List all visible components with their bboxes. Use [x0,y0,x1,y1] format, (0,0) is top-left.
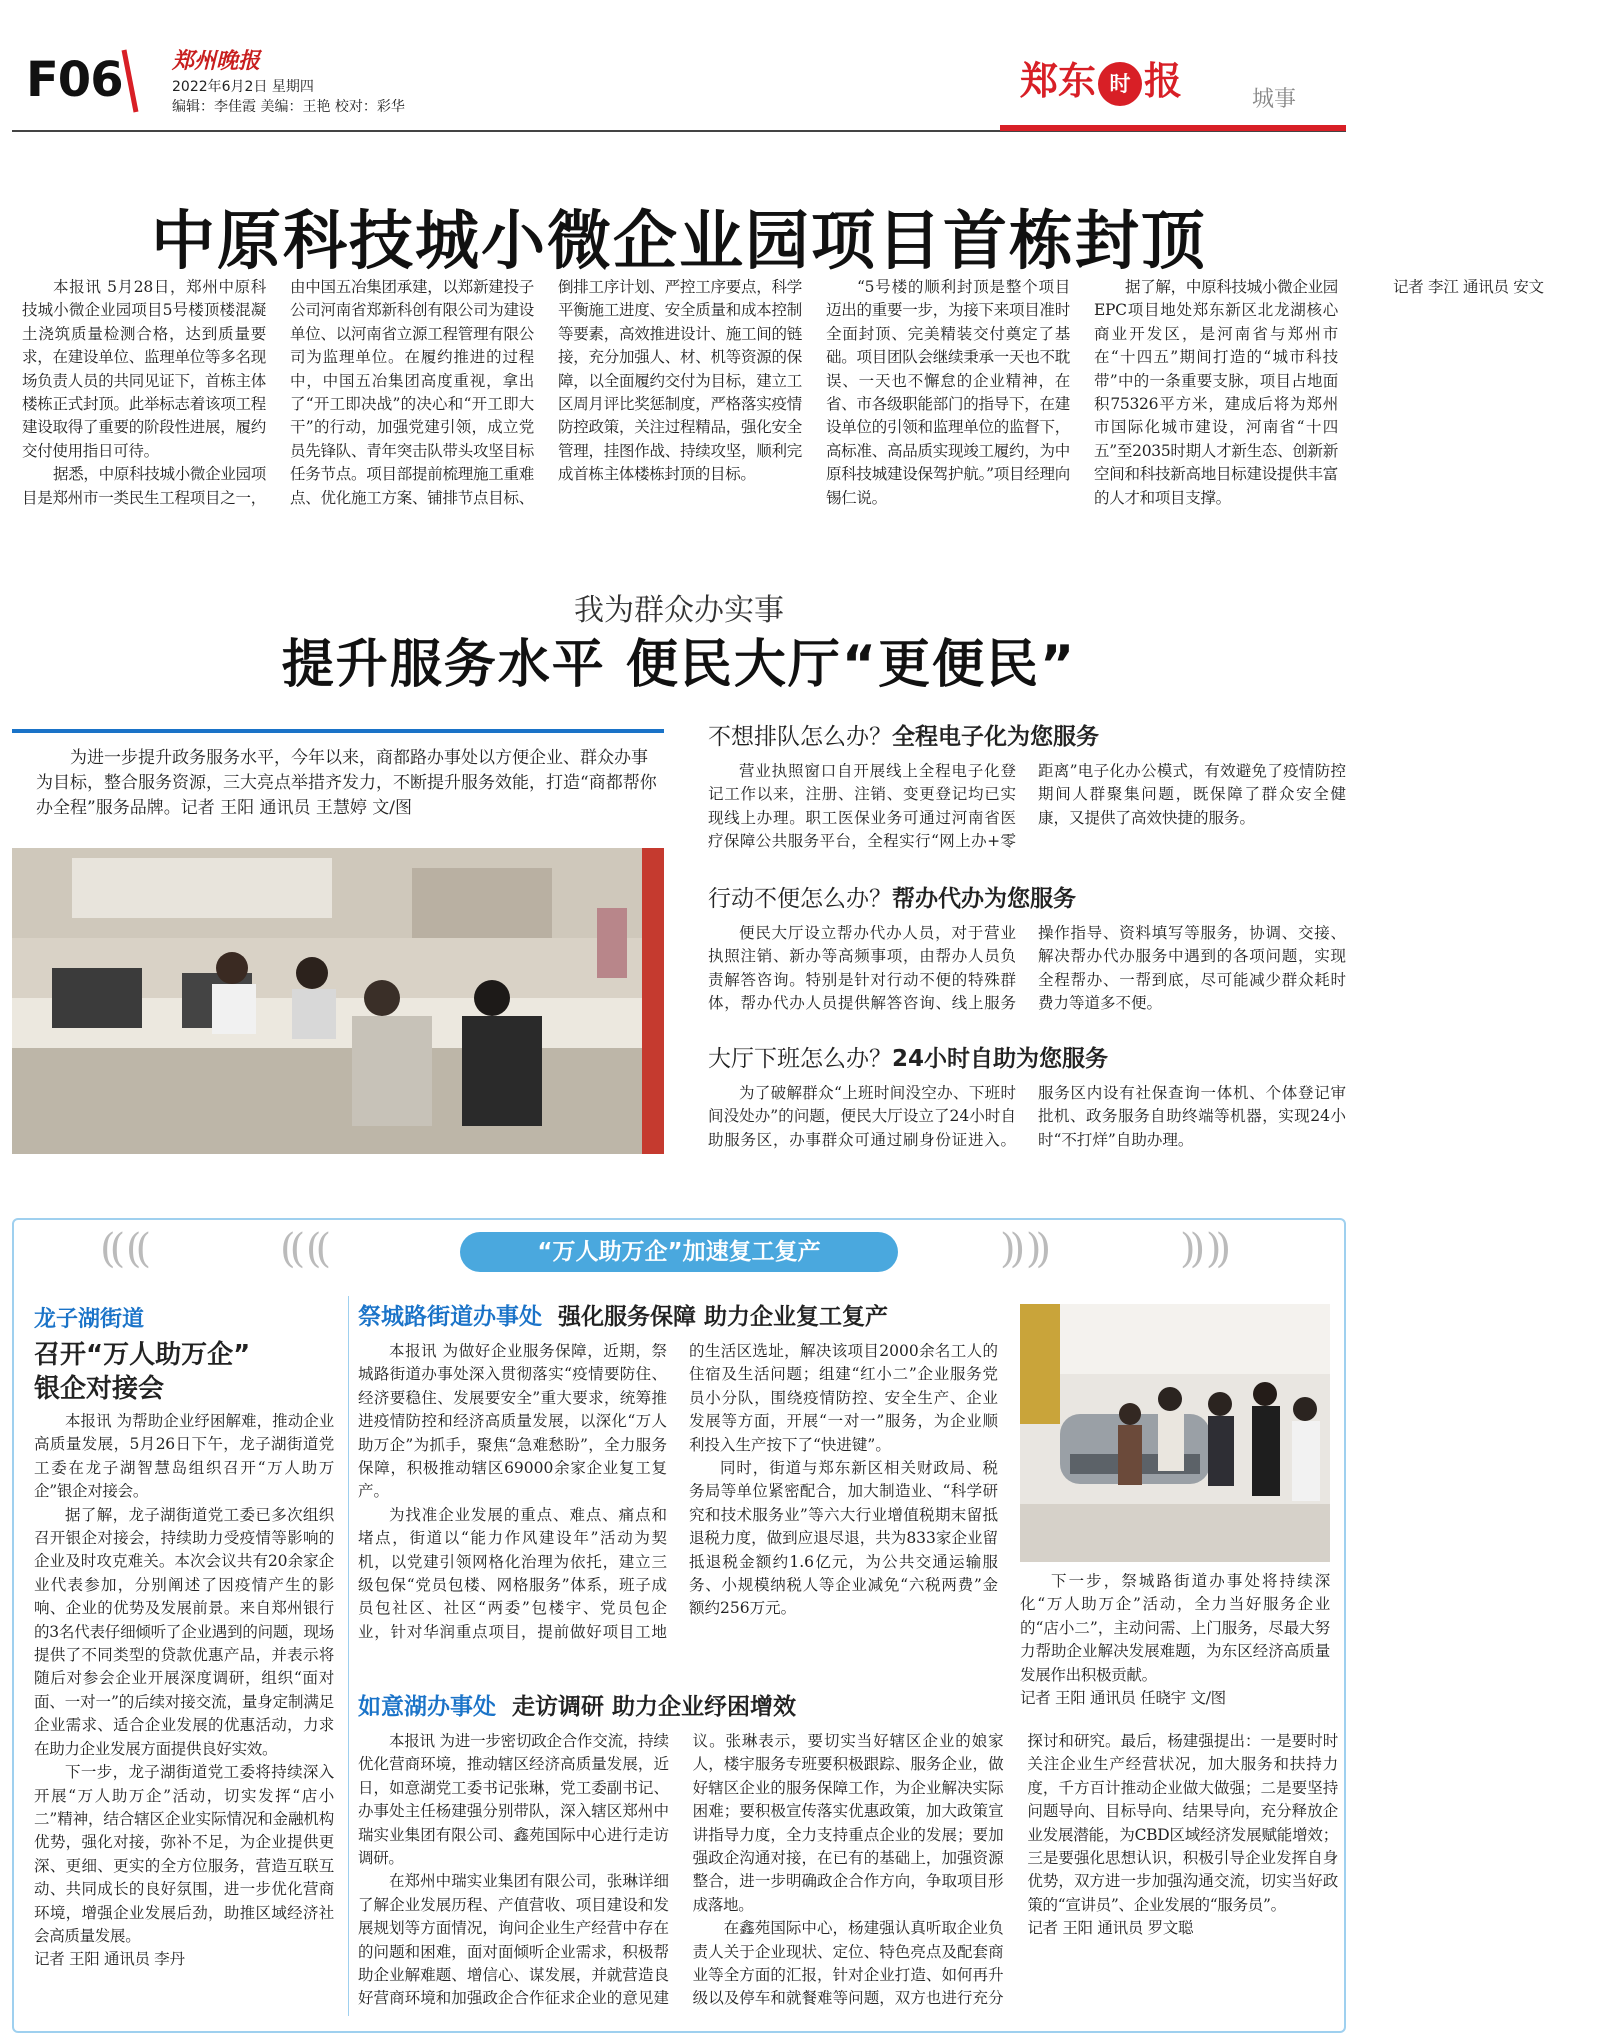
section-paragraph: 便民大厅设立帮办代办人员，对于营业执照注销、新办等高频事项，由帮办人员负责解答咨询。特别是针对行动不便的特殊群体，帮办代办人员提供解答咨询、线上服务操作指导、资料填写等服务，协调、交接、解决帮办代办服务中遇到的各项问题，实现全程帮办、一帮到底，尽可能减少群众耗时费力等道多不便。 [708,924,1346,1013]
section-brand [1020,50,1182,106]
longzi-paragraph: 本报讯 为帮助企业纾困解难，推动企业高质量发展，5月26日下午，龙子湖街道党工委在龙子湖智慧岛组织召开“万人助万企”银企对接会。 [34,1412,334,1501]
article1-paragraph: 据悉，中原科技城小微企业园项目是郑州市一类民生工程项目之一，由中国五冶集团承建，以郑新建投子公司河南省郑新科创有限公司为建设单位、以河南省立源工程管理有限公司为监理单位。在履约推进的过程中，中国五冶集团高度重视，拿出了“开工即决战”的决心和“开工即大干”的行动，加强党建引领，成立党员先锋队、青年突击队带头攻坚目标任务节点。项目部提前梳理施工重难点、优化施工方案、铺排节点目标、倒排工序计划、严控工序要点，科学平衡施工进度、安全质量和成本控制等要素，高效推进设计、施工间的链接，充分加强人、材、机等资源的保障，以全面履约交付为目标，建立工区周月评比奖惩制度，严格落实疫情防控政策，关注过程精品，强化安全管理，挂图作战、持续攻坚，顺利完成首栋主体楼栋封顶的目标。 [22,278,802,507]
jicheng-headline: 强化服务保障 助力企业复工复产 [558,1304,889,1330]
ruyi-body [358,1730,1338,2020]
subhead-a: 全程电子化为您服务 [892,724,1099,750]
article2-lead-bar [12,729,664,733]
section-name: 城事 [1252,87,1297,112]
article1-byline: 记者 李江 通讯员 安文 [1393,278,1544,296]
box-title: “万人助万企”加速复工复产 [460,1232,898,1272]
service-hall-photo [12,848,664,1154]
section-text-queue [708,760,1346,860]
quote-deco-icon: )) )) [1000,1226,1046,1272]
section-text-afterhours [708,1082,1346,1162]
section-paragraph: 为了破解群众“上班时间没空办、下班时间没处办”的问题，便民大厅设立了24小时自助服务区，办事群众可通过刷身份证进入。服务区内设有社保查询一体机、个体登记审批机、政务服务自助终端等机器，实现24小时“不打烊”自助办理。 [708,1084,1346,1149]
subhead-afterhours [708,1040,1108,1073]
subhead-q: 行动不便怎么办？ [708,886,892,912]
longzi-paragraph: 据了解，龙子湖街道党工委已多次组织召开银企对接会，持续助力受疫情等影响的企业及时攻克难关。本次会议共有20余家企业代表参加，分别阐述了因疫情产生的影响、企业的优势及发展前景。来自郑州银行的3名代表仔细倾听了企业遇到的问题，现场提供了不同类型的贷款优惠产品，并表示将随后对参会企业开展深度调研，组织“面对面、一对一”的后续对接交流，量身定制满足企业需求、适合企业发展的优惠活动，力求在助力企业发展方面提供良好实效。 [34,1505,334,1758]
slash-divider-icon [122,48,138,114]
quote-deco-icon: (( (( [100,1226,146,1272]
subhead-mobility [708,880,1076,913]
jicheng-body [358,1340,998,1656]
editor-credits: 编辑：李佳霞 美编：王艳 校对：彩华 [172,99,405,115]
jicheng-paragraph: 本报讯 为做好企业服务保障，近期，祭城路街道办事处深入贯彻落实“疫情要防住、经济要稳住、发展要安全”重大要求，统筹推进疫情防控和经济高质量发展，以深化“万人助万企”为抓手，聚焦“急难愁盼”，全力服务保障，积极推动辖区69000余家企业复工复产。 [358,1342,667,1501]
ruyi-byline: 记者 王阳 通讯员 罗文聪 [1027,1919,1194,1938]
ruyi-paragraph: 在鑫苑国际中心，杨建强认真听取企业负责人关于企业现状、定位、特色亮点及配套商业等全方面的汇报，针对企业打造、如何再升级以及停车和就餐难等问题，双方也进行充分探讨和研究。最后，杨建强提出：一是要时时关注企业生产经营状况，加大服务和扶持力度，千方百计推动企业做大做强；二是要坚持问题导向、目标导向、结果导向，充分释放企业发展潜能，为CBD区域经济发展赋能增效；三是要强化思想认识，积极引导企业发挥自身优势，双方进一步加强沟通交流，切实当好政策的“宣讲员”、企业发展的“服务员”。 [692,1732,1338,2008]
brand-right: 报 [1144,59,1183,103]
issue-date: 2022年6月2日 星期四 [172,79,314,95]
article2-lead [36,746,664,821]
ruyi-headline: 走访调研 助力企业纾困增效 [512,1694,797,1720]
article1-paragraph: 本报讯 5月28日，郑州中原科技城小微企业园项目5号楼顶楼混凝土浇筑质量检测合格，达到质量要求，在建设单位、监理单位等多名现场负责人员的共同见证下，首栋主体楼栋正式封顶。此举标志着该项工程建设取得了重要的阶段性进展，履约交付使用指日可待。 [22,278,266,460]
jicheng-paragraph: 下一步，祭城路街道办事处将持续深化“万人助万企”活动，全力当好服务企业的“店小二”，主动问需、上门服务，尽最大努力帮助企业解决发展难题，为东区经济高质量发展作出积极贡献。 [1020,1572,1330,1684]
longzi-headline-1: 召开“万人助万企” [34,1340,251,1370]
section-paragraph: 营业执照窗口自开展线上全程电子化登记工作以来，注册、注销、变更登记均已实现线上办理。职工医保业务可通过河南省医疗保障公共服务平台，全程实行“网上办+零距离”电子化办公模式，有效避免了疫情防控期间人群聚集问题，既保障了群众安全健康，又提供了高效快捷的服务。 [708,762,1346,851]
ruyi-label: 如意湖办事处 [358,1694,496,1720]
subhead-a: 24小时自助为您服务 [892,1046,1109,1072]
jicheng-heading [358,1298,888,1331]
jicheng-byline: 记者 王阳 通讯员 任晓宇 文/图 [1020,1689,1226,1708]
jicheng-body-continued [1020,1570,1330,1708]
longzi-body [34,1410,334,2020]
ruyi-paragraph: 本报讯 为进一步密切政企合作交流，持续优化营商环境，推动辖区经济高质量发展，近日，如意湖党工委书记张琳，党工委副书记、办事处主任杨建强分别带队，深入辖区郑州中瑞实业集团有限公司、鑫苑国际中心进行走访调研。 [358,1732,669,1868]
article2-kicker: 我为群众办实事 [574,593,784,628]
ruyi-heading [358,1688,796,1721]
article1-body [22,276,1544,526]
ruyi-paragraph: 在郑州中瑞实业集团有限公司，张琳详细了解企业发展历程、产值营收、项目建设和发展规划等方面情况，询问企业生产经营中存在的问题和困难，面对面倾听企业需求，积极帮助企业解难题、增信心、谋发展，并就营造良好营商环境和加强政企合作征求企业的意见建议。张琳表示，要切实当好辖区企业的娘家人，楼宇服务专班要积极跟踪、服务企业，做好辖区企业的服务保障工作，为企业解决实际困难；要积极宣传落实优惠政策，加大政策宣讲指导力度，全力支持重点企业的发展；要加强政企沟通对接，在已有的基础上，加强资源整合，进一步明确政企合作方向，争取项目形成落地。 [358,1732,1004,2008]
jicheng-label: 祭城路街道办事处 [358,1304,542,1330]
article1-paragraph: 据了解，中原科技城小微企业园EPC项目地处郑东新区北龙湖核心商业开发区，是河南省与郑州市在“十四五”期间打造的“城市科技带”中的一条重要支脉，项目占地面积75326平方米，建成后将为郑州市国际化城市建设，河南省“十四五”至2035时期人才新生态、创新新空间和科技新高地目标建设提供丰富的人才和项目支撑。 [1094,278,1338,507]
enterprise-visit-photo [1020,1304,1330,1562]
header-rule-accent [1000,125,1346,131]
masthead-logo: 郑州晚报 [172,48,261,74]
section-text-mobility [708,922,1346,1022]
quote-deco-icon: )) )) [1180,1226,1226,1272]
brand-left: 郑东 [1020,59,1097,103]
jicheng-paragraph: 同时，街道与郑东新区相关财政局、税务局等单位紧密配合，加大制造业、“科学研究和技术服务业”等六大行业增值税期末留抵退税力度，做到应退尽退，共为833家企业留抵退税金额约1.6亿元，为公共交通运输服务、小规模纳税人等企业减免“六税两费”金额约256万元。 [689,1459,998,1618]
longzi-headline-2: 银企对接会 [34,1374,165,1404]
brand-circle: 时 [1098,62,1142,106]
article1-paragraph: “5号楼的顺利封顶是整个项目迈出的重要一步，为接下来项目准时全面封顶、完美精装交付奠定了基础。项目团队会继续秉承一天也不耽误、一天也不懈怠的企业精神，在省、市各级职能部门的指导下，在建设单位的引领和监理单位的监督下，高标准、高品质实现竣工履约，为中原科技城建设保驾护航。”项目经理向锡仁说。 [826,278,1070,507]
subhead-q: 不想排队怎么办？ [708,724,892,750]
article2-lead-text: 为进一步提升政务服务水平，今年以来，商都路办事处以方便企业、群众办事为目标，整合服务资源，三大亮点举措齐发力，不断提升服务效能，打造“商都帮你办全程”服务品牌。记者 王阳 通讯员 王慧婷 文/图 [36,748,657,818]
jicheng-paragraph: 为找准企业发展的重点、难点、痛点和堵点，街道以“能力作风建设年”活动为契机，以党建引领网格化治理为依托，建立三级包保“党员包楼、网格服务”体系，班子成员包社区、社区“两委”包楼宇、党员包企业，针对华润重点项目，提前做好项目工地的生活区选址，解决该项目2000余名工人的住宿及生活问题；组建“红小二”企业服务党员小分队，围绕疫情防控、安全生产、企业发展等方面，开展“一对一”服务，为企业顺利投入生产按下了“快进键”。 [358,1342,998,1641]
quote-deco-icon: (( (( [280,1226,326,1272]
longzi-paragraph: 下一步，龙子湖街道党工委将持续深入开展“万人助万企”活动，切实发挥“店小二”精神，结合辖区企业实际情况和金融机构优势，强化对接，弥补不足，为企业提供更深、更细、更实的全方位服务，营造互联互动、共同成长的良好氛围，进一步优化营商环境，增强企业发展后劲，助推区域经济社会高质量发展。 [34,1763,334,1945]
subhead-q: 大厅下班怎么办？ [708,1046,892,1072]
page-number: F06 [26,52,123,108]
longzi-byline: 记者 王阳 通讯员 李丹 [34,1950,185,1969]
column-divider [348,1296,349,2016]
article1-headline: 中原科技城小微企业园项目首栋封顶 [151,205,1207,279]
longzi-label: 龙子湖街道 [34,1307,145,1332]
article2-headline: 提升服务水平 便民大厅“更便民” [281,635,1077,695]
subhead-a: 帮办代办为您服务 [892,886,1076,912]
subhead-queue [708,718,1099,751]
